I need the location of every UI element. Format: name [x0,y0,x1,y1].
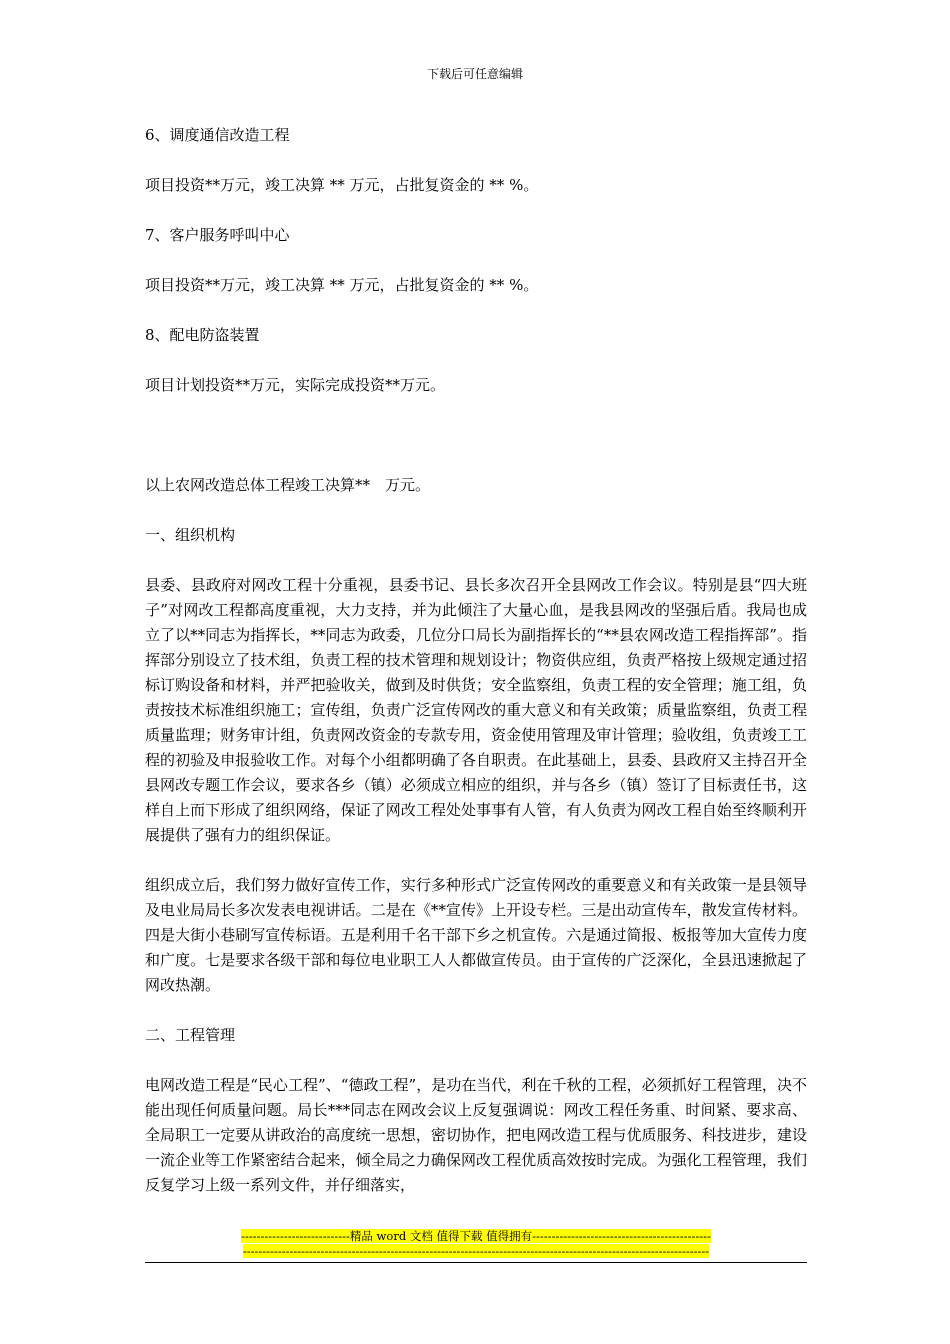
item-detail-8: 项目计划投资**万元，实际完成投资**万元。 [145,376,446,394]
page-header: 下载后可任意编辑 [426,67,523,81]
organization-paragraph-2: 组织成立后，我们努力做好宣传工作，实行多种形式广泛宣传网改的重要意义和有关政策一是县领导及电业局局长多次发表电视讲话。二是在《**宣传》上开设专栏。三是出动宣传车，散发宣传材料。四是大街小巷刷写宣传标语。五是利用千名干部下乡之机宣传。六是通过简报、板报等加大宣传力度和广度。七是要求各级干部和每位电业职工人人都做宣传员。由于宣传的广泛深化，全县迅速掀起了网改热潮。 [145,876,807,994]
footer-banner-line-1 [145,1229,807,1244]
item-heading-7: 7、客户服务呼叫中心 [145,226,290,244]
engineering-paragraph-1: 电网改造工程是“民心工程”、“德政工程”，是功在当代，利在千秋的工程，必须抓好工程管理，决不能出现任何质量问题。局长***同志在网改会议上反复强调说：网改工程任务重、时间紧、要求高、全局职工一定要从讲政治的高度统一思想，密切协作，把电网改造工程与优质服务、科技进步，建设一流企业等工作紧密结合起来，倾全局之力确保网改工程优质高效按时完成。为强化工程管理，我们反复学习上级一系列文件，并仔细落实， [145,1076,807,1194]
footer-banner-text-1: ----------------------------精品 word 文档 值得下载 值得拥有---------------------------------------------- [241,1229,711,1243]
section-heading-organization: 一、组织机构 [145,526,236,544]
page-footer [145,1229,807,1259]
footer-banner-text-2: ------------------------------------------------------------------------------------------------------------------------ [242,1244,710,1258]
blank-spacer [145,423,807,473]
footer-rule [145,1262,807,1263]
section-heading-engineering: 二、工程管理 [145,1026,236,1044]
item-detail-7: 项目投资**万元，竣工决算 ** 万元，占批复资金的 ** %。 [145,276,539,294]
item-detail-6: 项目投资**万元，竣工决算 ** 万元，占批复资金的 ** %。 [145,176,539,194]
item-heading-6: 6、调度通信改造工程 [145,126,290,144]
item-heading-8: 8、配电防盗装置 [145,326,260,344]
organization-paragraph-1: 县委、县政府对网改工程十分重视，县委书记、县长多次召开全县网改工作会议。特别是县“四大班子”对网改工程都高度重视，大力支持，并为此倾注了大量心血，是我县网改的坚强后盾。我局也成立了以**同志为指挥长，**同志为政委，几位分口局长为副指挥长的“**县农网改造工程指挥部”。指挥部分别设立了技术组，负责工程的技术管理和规划设计；物资供应组，负责严格按上级规定通过招标订购设备和材料，并严把验收关，做到及时供货；安全监察组，负责工程的安全管理；施工组，负责按技术标准组织施工；宣传组，负责广泛宣传网改的重大意义和有关政策；质量监察组，负责工程质量监理；财务审计组，负责网改资金的专款专用，资金使用管理及审计管理；验收组，负责竣工工程的初验及申报验收工作。对每个小组都明确了各自职责。在此基础上，县委、县政府又主持召开全县网改专题工作会议，要求各乡（镇）必须成立相应的组织，并与各乡（镇）签订了目标责任书，这样自上而下形成了组织网络，保证了网改工程处处事事有人管，有人负责为网改工程自始至终顺利开展提供了强有力的组织保证。 [145,576,807,844]
summary-line: 以上农网改造总体工程竣工决算** 万元。 [145,476,431,494]
document-body [145,123,807,1223]
footer-banner-line-2 [145,1244,807,1259]
